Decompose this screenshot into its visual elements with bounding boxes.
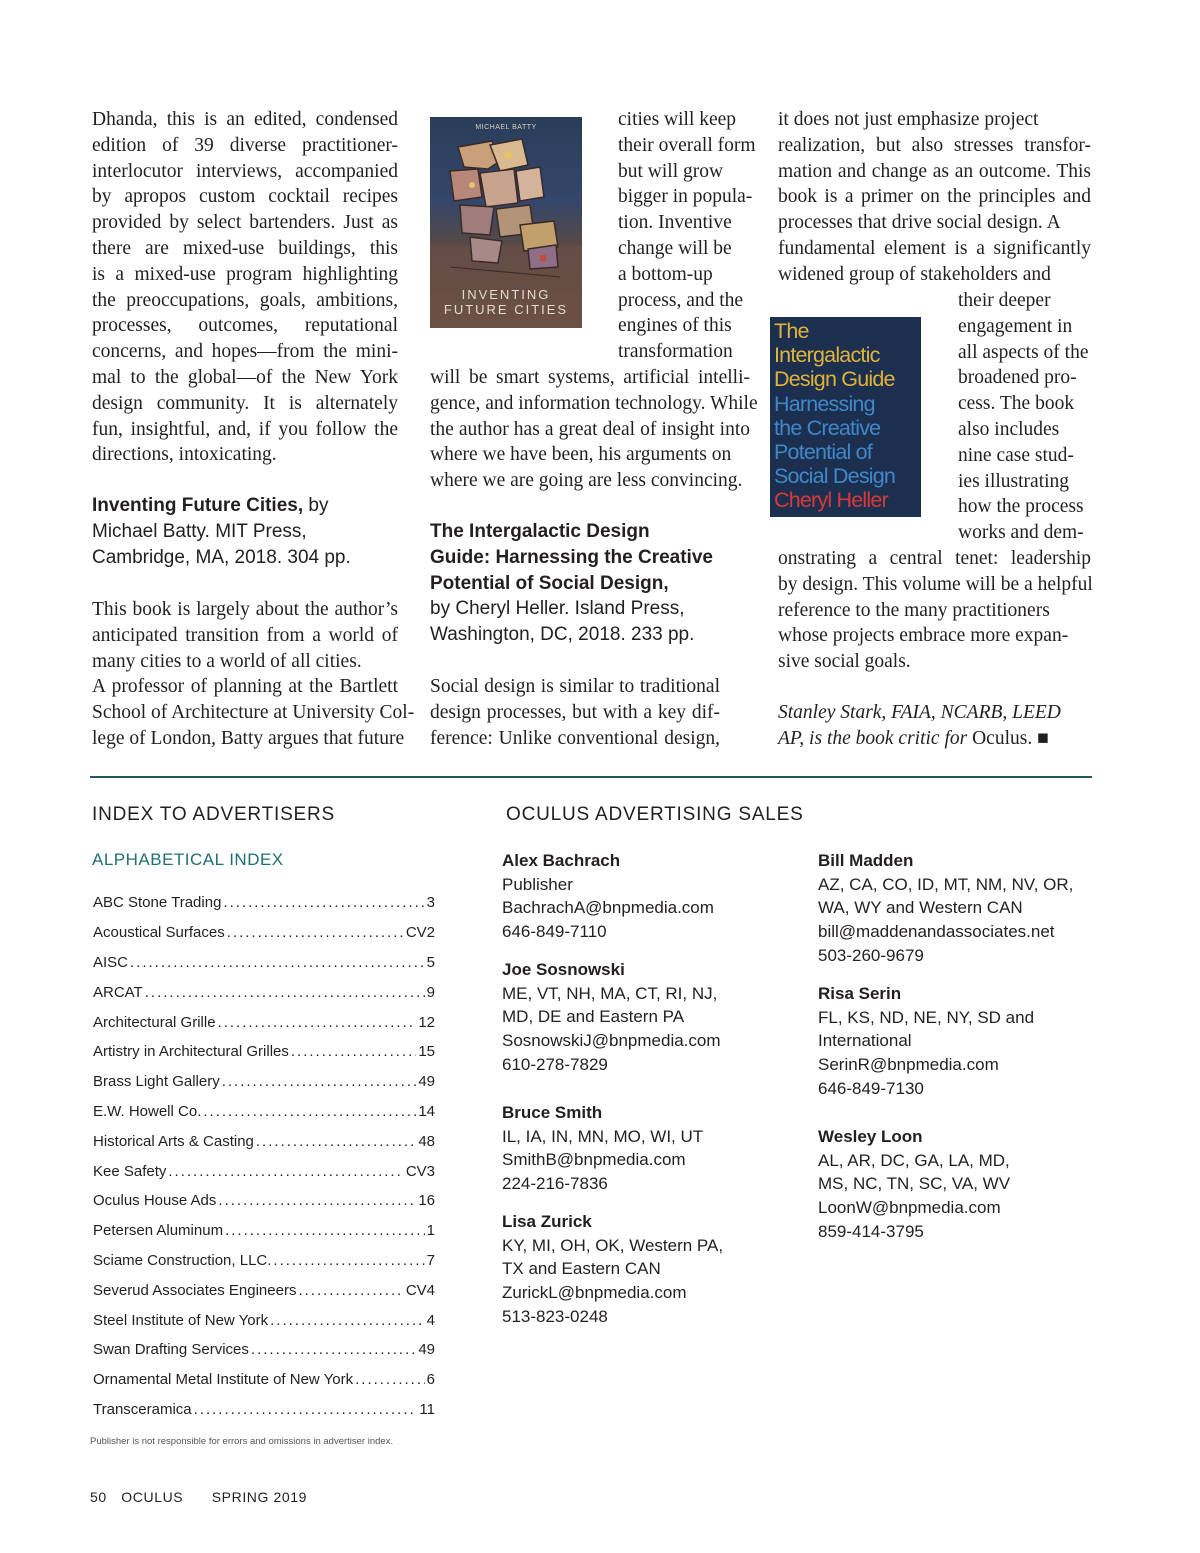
column-1-intro (92, 107, 398, 468)
contact-card (502, 849, 802, 944)
section-divider (90, 776, 1092, 778)
body-line: by apropos custom cocktail recipes (92, 186, 398, 208)
contact-line: AZ, CA, CO, ID, MT, NM, NV, OR, (818, 874, 1074, 894)
index-entry: Artistry in Architectural Grilles ..... 15 (93, 1037, 435, 1067)
contact-email[interactable]: SerinR@bnpmedia.com (818, 1055, 999, 1075)
contact-name: Alex Bachrach (502, 851, 621, 870)
index-disclaimer: Publisher is not responsible for errors and omissions in advertiser index. (90, 1436, 394, 1447)
contact-line: MD, DE and Eastern PA (502, 1007, 685, 1027)
body-line: the preoccupations, goals, ambitions, (92, 289, 398, 311)
index-entry: E.W. Howell Co. ..... 14 (93, 1097, 435, 1127)
body-line: where we have been, his arguments on (430, 444, 732, 466)
credit-line: Stanley Stark, FAIA, NCARB, LEED (778, 702, 1061, 723)
body-line: directions, intoxicating. (92, 444, 277, 466)
body-line: processes that drive social design. A (778, 212, 1061, 234)
column-2-wrap-text (618, 107, 756, 365)
contact-name: Bruce Smith (502, 1103, 603, 1122)
body-line: process, and the (618, 289, 744, 311)
contact-phone: 859-414-3795 (818, 1221, 924, 1241)
book-info-line: Washington, DC, 2018. 233 pp. (430, 624, 695, 646)
contact-card (818, 1125, 1118, 1244)
book-heading-intergalactic-design-guide (430, 519, 750, 648)
index-subtitle: ALPHABETICAL INDEX (92, 850, 284, 869)
book-info-line: Michael Batty. MIT Press, (92, 520, 307, 542)
column-3-wrap-text (958, 288, 1090, 546)
body-line: ies illustrating (958, 470, 1070, 492)
body-line: Dhanda, this is an edited, condensed (92, 109, 398, 130)
body-line: interlocutor interviews, accompanied (92, 160, 398, 182)
contact-phone: 610-278-7829 (502, 1054, 608, 1074)
body-line: many cities to a world of all cities. (92, 650, 362, 672)
body-line: processes, outcomes, reputational (92, 315, 398, 337)
body-line: tion. Inventive (618, 212, 732, 234)
contact-phone: 646-849-7130 (818, 1078, 924, 1098)
body-line: nine case stud- (958, 444, 1074, 466)
body-line: how the process (958, 496, 1084, 518)
body-line: a bottom-up (618, 263, 713, 285)
column-1-review (92, 597, 415, 752)
cover-line: the Creative (774, 415, 881, 440)
contact-phone: 646-849-7110 (502, 922, 607, 942)
index-entry: Brass Light Gallery ..... 49 (93, 1067, 435, 1097)
cover-line: Social Design (774, 464, 896, 489)
contact-line: ME, VT, NH, MA, CT, RI, NJ, (502, 983, 718, 1003)
body-line: reference to the many practitioners (778, 599, 1050, 621)
contact-card (818, 849, 1118, 968)
index-entry: Oculus House Ads ..... 16 (93, 1186, 435, 1216)
index-entry: Architectural Grille ..... 12 (93, 1007, 435, 1037)
contact-phone: 513-823-0248 (502, 1306, 608, 1326)
index-entry: Sciame Construction, LLC. ..... 7 (93, 1246, 435, 1276)
body-line: realization, but also stresses transfor- (778, 134, 1091, 156)
contact-line: International (818, 1031, 912, 1051)
end-mark-icon: ■ (1037, 727, 1049, 749)
contact-line: Publisher (502, 874, 573, 894)
body-line: mal to the global—of the New York (92, 366, 398, 388)
index-entry: Steel Institute of New York ..... 4 (93, 1305, 435, 1335)
body-line: onstrating a central tenet: leadership (778, 548, 1091, 569)
body-line: design processes, but with a key dif- (430, 701, 720, 723)
body-line: engines of this (618, 315, 732, 337)
body-line: fundamental element is a significantly (778, 237, 1091, 259)
cover-author: MICHAEL BATTY (475, 124, 537, 131)
index-entry: Acoustical Surfaces ..... CV2 (93, 918, 435, 948)
credit-line: AP, is the book critic for (778, 727, 973, 749)
issue-date: SPRING 2019 (211, 1489, 308, 1505)
body-line: it does not just emphasize project (778, 109, 1039, 130)
contact-email[interactable]: LoonW@bnpmedia.com (818, 1198, 1001, 1218)
body-line: widened group of stakeholders and (778, 263, 1051, 285)
cover-line: The (774, 319, 809, 343)
body-line: broadened pro- (958, 367, 1077, 389)
body-line: A professor of planning at the Bartlett (92, 676, 398, 698)
book-cover-inventing-future-cities (430, 117, 582, 328)
book-cover-intergalactic-design-guide (770, 317, 921, 517)
book-heading-inventing-future-cities (92, 493, 398, 570)
contact-name: Bill Madden (818, 851, 914, 870)
cover-line: Intergalactic (774, 343, 880, 368)
body-line: bigger in popula- (618, 186, 753, 208)
column-3-top (778, 107, 1091, 288)
body-line: cities will keep (618, 109, 737, 130)
body-line: ference: Unlike conventional design, (430, 727, 720, 749)
contact-line: AL, AR, DC, GA, LA, MD, (818, 1150, 1010, 1170)
contact-phone: 503-260-9679 (818, 945, 924, 965)
contact-name: Risa Serin (818, 984, 902, 1003)
contact-card (818, 982, 1118, 1101)
contact-card (502, 1101, 802, 1196)
magazine-name: Oculus. (972, 727, 1033, 749)
body-line: change will be (618, 237, 732, 259)
contact-email[interactable]: BachrachA@bnpmedia.com (502, 898, 714, 918)
book-info-line: Cambridge, MA, 2018. 304 pp. (92, 546, 351, 568)
body-line: transformation (618, 341, 733, 363)
cover-line: Harnessing (774, 391, 875, 416)
column-3-bottom (778, 546, 1091, 675)
contact-line: FL, KS, ND, NE, NY, SD and (818, 1007, 1035, 1027)
body-line: lege of London, Batty argues that future (92, 727, 405, 749)
contact-phone: 224-216-7836 (502, 1174, 608, 1194)
contact-card (502, 1210, 802, 1329)
cover-line: Design Guide (774, 367, 895, 392)
body-line: all aspects of the (958, 341, 1089, 363)
contact-name: Lisa Zurick (502, 1212, 592, 1231)
body-line: but will grow (618, 160, 724, 182)
index-entry: ARCAT ..... 9 (93, 977, 435, 1007)
reviewer-credit (778, 700, 1091, 752)
book-title: Inventing Future Cities, (92, 495, 304, 516)
body-line: the author has a great deal of insight into (430, 418, 750, 440)
sales-title: OCULUS ADVERTISING SALES (506, 804, 804, 825)
book-info-line: by Cheryl Heller. Island Press, (430, 598, 685, 620)
index-entry: AISC ..... 5 (93, 948, 435, 978)
body-line: School of Architecture at University Col- (92, 702, 415, 724)
contact-email[interactable]: ZurickL@bnpmedia.com (502, 1283, 687, 1303)
body-line: engagement in (958, 315, 1073, 337)
body-line: design community. It is alternately (92, 392, 398, 414)
magazine-name: OCULUS (121, 1489, 184, 1505)
body-line: mation and change as an outcome. This (778, 160, 1091, 182)
book-title-line: The Intergalactic Design (430, 521, 650, 542)
index-entry: Petersen Aluminum ..... 1 (93, 1216, 435, 1246)
index-entry: ABC Stone Trading ..... 3 (93, 888, 435, 918)
contact-line: KY, MI, OH, OK, Western PA, (502, 1235, 724, 1255)
cover-title: INVENTING FUTURE CITIES (443, 287, 569, 317)
index-entry: Kee Safety ..... CV3 (93, 1156, 435, 1186)
body-line: sive social goals. (778, 651, 911, 673)
body-line: by design. This volume will be a helpful (778, 573, 1093, 595)
book-by: by (303, 495, 329, 516)
contact-email[interactable]: bill@maddenandassociates.net (818, 922, 1055, 942)
body-line: their deeper (958, 290, 1051, 311)
contact-email[interactable]: SmithB@bnpmedia.com (502, 1150, 686, 1170)
body-line: fun, insightful, and, if you follow the (92, 418, 398, 440)
index-entry: Ornamental Metal Institute of New York ..... 6 (93, 1365, 435, 1395)
body-line: their overall form (618, 134, 756, 156)
body-line: cess. The book (958, 393, 1075, 415)
body-line: where we are going are less convincing. (430, 470, 743, 492)
body-line: gence, and information technology. While (430, 392, 758, 414)
index-entry: Transceramica ..... 11 (93, 1395, 435, 1425)
body-line: edition of 39 diverse practitioner- (92, 134, 398, 156)
page-number: 50 (90, 1489, 107, 1505)
contact-name: Wesley Loon (818, 1127, 923, 1146)
body-line: is a mixed-use program highlighting (92, 263, 398, 285)
body-line: anticipated transition from a world of (92, 624, 398, 646)
body-line: works and dem- (958, 522, 1084, 544)
column-2-full-text (430, 365, 758, 494)
contact-line: MS, NC, TN, SC, VA, WV (818, 1174, 1011, 1194)
body-line: whose projects embrace more expan- (778, 625, 1069, 647)
contact-line: IL, IA, IN, MN, MO, WI, UT (502, 1126, 704, 1146)
body-line: also includes (958, 418, 1060, 440)
index-entry: Historical Arts & Casting ..... 48 (93, 1126, 435, 1156)
body-line: Social design is similar to traditional (430, 676, 720, 697)
contact-line: WA, WY and Western CAN (818, 898, 1023, 918)
cover-line: Potential of (774, 440, 872, 465)
index-entry: Severud Associates Engineers ..... CV4 (93, 1275, 435, 1305)
index-title: INDEX TO ADVERTISERS (92, 804, 336, 825)
page-footer (90, 1489, 331, 1505)
book-title-line: Guide: Harnessing the Creative (430, 546, 713, 568)
index-entry: Swan Drafting Services ..... 49 (93, 1335, 435, 1365)
body-line: concerns, and hopes—from the mini- (92, 341, 398, 363)
advertiser-index-list (93, 888, 435, 1424)
body-line: book is a primer on the principles and (778, 186, 1091, 208)
book-title-line: Potential of Social Design, (430, 572, 669, 594)
column-2-review (430, 674, 720, 751)
contact-name: Joe Sosnowski (502, 960, 625, 979)
body-line: This book is largely about the author’s (92, 599, 398, 620)
contact-line: TX and Eastern CAN (502, 1259, 661, 1279)
contact-card (502, 958, 802, 1077)
body-line: provided by select bartenders. Just as (92, 212, 398, 234)
cover-author: Cheryl Heller (774, 488, 888, 513)
contact-email[interactable]: SosnowskiJ@bnpmedia.com (502, 1031, 721, 1051)
body-line: will be smart systems, artificial intelli- (430, 367, 750, 388)
body-line: there are mixed-use buildings, this (92, 237, 398, 259)
